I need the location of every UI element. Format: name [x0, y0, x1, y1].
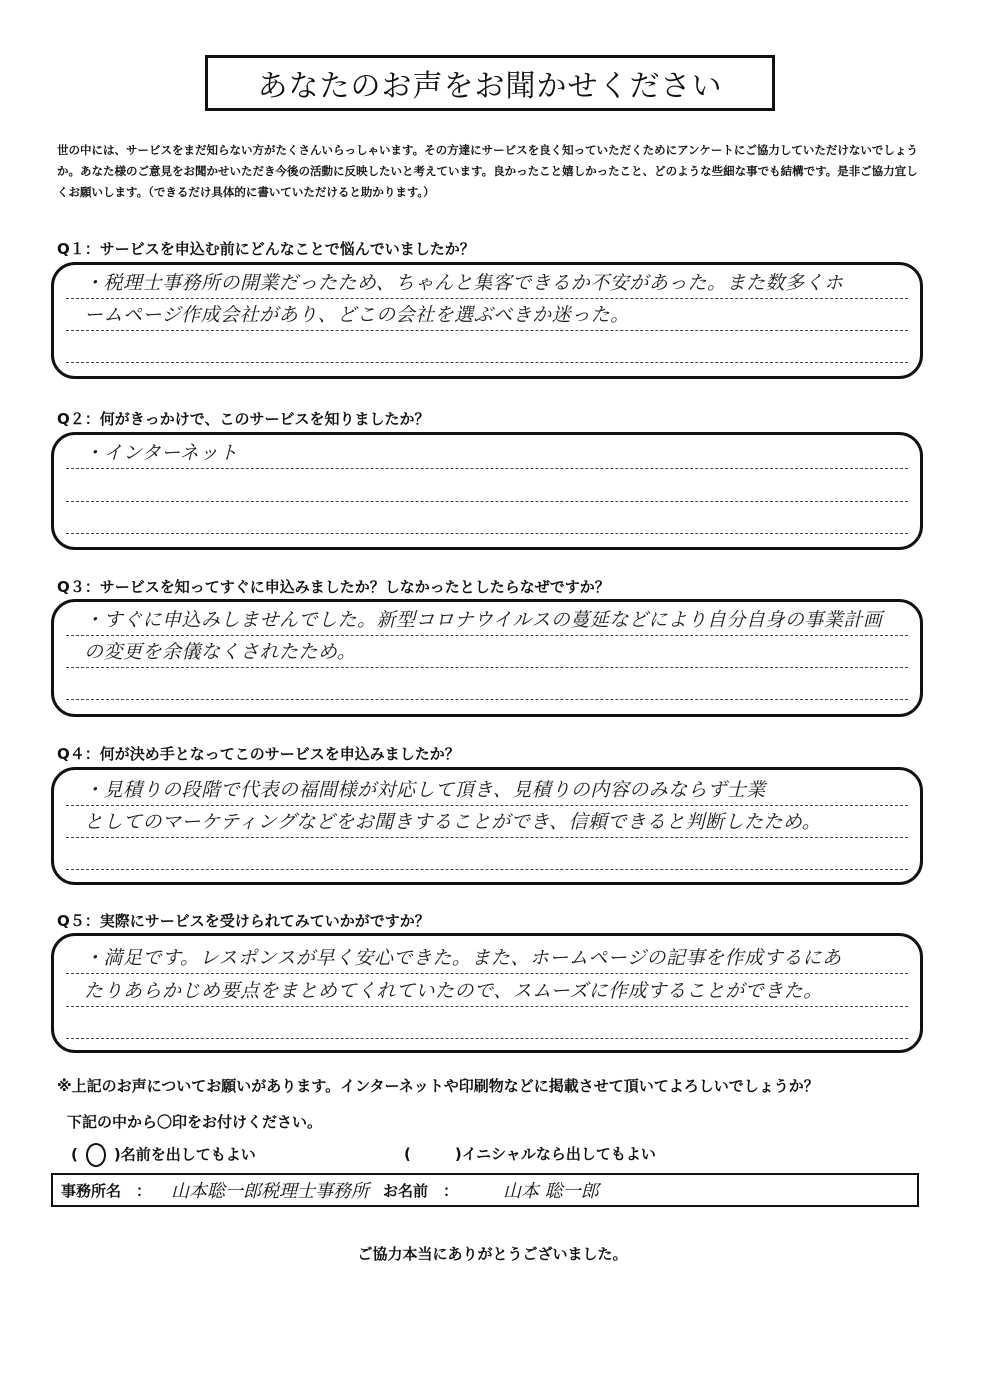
- open-paren: (: [71, 1145, 78, 1164]
- question-5-answer-box: [51, 933, 923, 1053]
- question-1-answer-box: [51, 262, 923, 379]
- question-2-label: Q２：何がきっかけで、このサービスを知りましたか？: [57, 410, 430, 428]
- answer-text: ・満足です。レスポンスが早く安心できた。また、ホームページの記事を作成するにあ: [84, 947, 842, 969]
- option-initials-ok[interactable]: [404, 1143, 656, 1164]
- answer-text: ームページ作成会社があり、どこの会社を選ぶべきか迷った。: [84, 304, 630, 326]
- question-4-label: Q４：何が決め手となってこのサービスを申込みましたか？: [57, 745, 460, 763]
- answer-line: [66, 305, 908, 331]
- question-3-label: Q３：サービスを知ってすぐに申込みましたか？しなかったとしたらなぜですか？: [57, 578, 610, 596]
- answer-text: としてのマーケティングなどをお聞きすることができ、信頼できると判断したため。: [84, 811, 822, 833]
- answer-line: [66, 812, 908, 838]
- question-4-answer-box: [51, 767, 923, 885]
- option-label: )イニシャルなら出してもよい: [454, 1145, 656, 1163]
- answer-text: たりあらかじめ要点をまとめてくれていたので、スムーズに作成することができた。: [84, 980, 823, 1002]
- thanks-text: ご協力本当にありがとうございました。: [357, 1245, 628, 1263]
- answer-text: の変更を余儀なくされたため。: [84, 641, 357, 663]
- answer-line: [66, 844, 908, 870]
- name-label: お名前 ：: [383, 1182, 459, 1200]
- answer-line: [66, 443, 908, 469]
- office-value: 山本聡一郎税理士事務所: [171, 1181, 369, 1202]
- answer-line: [66, 476, 908, 502]
- answer-line: [66, 610, 908, 636]
- name-box: [51, 1173, 919, 1207]
- question-1-label: Q１：サービスを申込む前にどんなことで悩んでいましたか？: [57, 240, 475, 258]
- option-name-ok[interactable]: [71, 1143, 256, 1167]
- title-box: [205, 55, 775, 111]
- answer-line: [66, 642, 908, 668]
- page-title: あなたのお声をお聞かせください: [257, 69, 723, 104]
- answer-line: [66, 337, 908, 363]
- open-paren: (: [404, 1145, 411, 1163]
- question-2-answer-box: [51, 432, 923, 550]
- answer-line: [66, 273, 908, 299]
- office-label: 事務所名 ：: [61, 1182, 152, 1200]
- consent-instruction: 下記の中から〇印をお付けください。: [67, 1113, 323, 1131]
- answer-line: [66, 508, 908, 534]
- name-value: 山本 聡一郎: [503, 1181, 599, 1202]
- intro-text: 世の中には、サービスをまだ知らない方がたくさんいらっしゃいます。その方達にサービスを良く知っていただくためにアンケートにご協力していただけないでしょうか。あなた様のご意見をお聞かせいただき今後の活動に反映したいと考えています。良かったこと嬉しかったこと、どのような些細な事でも結構です。是非ご協力宜しくお願いします。（できるだけ具体的に書いていただけると助かります。）: [57, 143, 918, 199]
- answer-text: ・すぐに申込みしませんでした。新型コロナウイルスの蔓延などにより自分自身の事業計画: [84, 609, 883, 631]
- option-label: )名前を出してもよい: [113, 1145, 256, 1164]
- question-3-answer-box: [51, 599, 923, 717]
- answer-line: [66, 780, 908, 806]
- answer-line: [66, 674, 908, 700]
- answer-text: ・インターネット: [84, 442, 239, 464]
- answer-line: [66, 1013, 908, 1039]
- consent-note: ※上記のお声についてお願いがあります。インターネットや印刷物などに掲載させて頂いてよろしいでしょうか？: [57, 1077, 819, 1095]
- answer-line: [66, 981, 908, 1007]
- answer-text: ・見積りの段階で代表の福間様が対応して頂き、見積りの内容のみならず士業: [84, 779, 766, 801]
- selected-circle-mark: [86, 1143, 106, 1167]
- answer-text: ・税理士事務所の開業だったため、ちゃんと集客できるか不安があった。また数多くホ: [84, 272, 844, 294]
- question-5-label: Q５：実際にサービスを受けられてみていかがですか？: [57, 912, 430, 930]
- answer-line: [66, 948, 908, 974]
